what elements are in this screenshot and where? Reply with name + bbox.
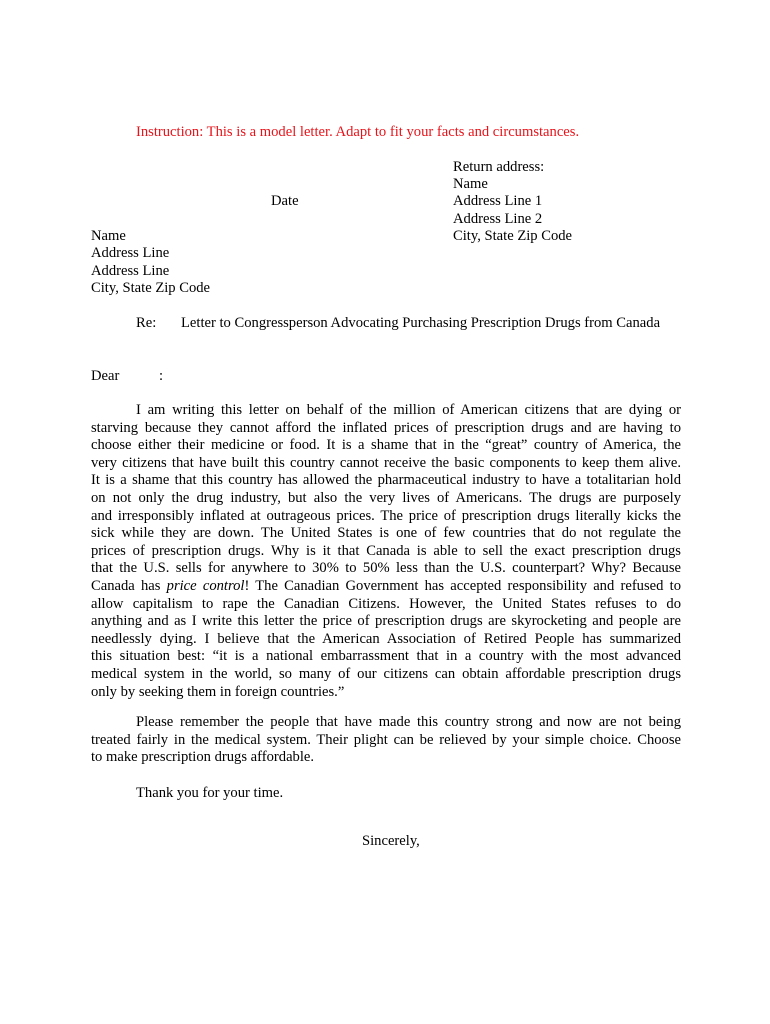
letter-date: Date (271, 193, 299, 209)
re-label: Re: (136, 315, 157, 331)
body1-line: very citizens that have built this country cannot receive the basic components to keep them alive. (91, 454, 681, 471)
body2-line: Please remember the people that have made this country strong and now are not being (136, 714, 681, 730)
body-paragraph-2 (91, 714, 681, 767)
body1-line: prices of prescription drugs. Why is it that Canada is able to sell the exact prescription drugs (91, 542, 681, 559)
body1-line: that the U.S. sells for anywhere to 30% to 50% less than the U.S. counterpart? Why? Because (91, 560, 681, 577)
closing-sincerely: Sincerely, (362, 833, 420, 849)
return-address-name: Name (453, 176, 488, 192)
body1-line: this situation best: “it is a national embarrassment that in a country with the most advanced (91, 648, 681, 665)
emphasis-price-control: price control (166, 577, 245, 594)
recipient-address-line2: Address Line (91, 263, 170, 279)
recipient-address-line1: Address Line (91, 245, 170, 261)
body1-line-price-control (91, 578, 681, 596)
salutation-dear: Dear (91, 368, 120, 384)
body1-line: starving because they cannot afford the inflated prices of prescription drugs and are having to (91, 419, 681, 436)
body1-line: medical system in the world, so many of our citizens can obtain affordable prescription drugs (91, 665, 681, 682)
body1-line: on not only the drug industry, but also the very lives of Americans. The drugs are purposely (91, 489, 681, 506)
return-address-line2: Address Line 2 (453, 211, 543, 227)
re-subject: Letter to Congressperson Advocating Purchasing Prescription Drugs from Canada (181, 315, 661, 331)
body1-line: I am writing this letter on behalf of the million of American citizens that are dying or (136, 402, 681, 418)
body1-text: ! The Canadian Government has accepted responsibility and refused to (244, 577, 681, 594)
return-address-label: Return address: (453, 159, 545, 175)
body1-line: It is a shame that this country has allowed the pharmaceutical industry to have a totalitarian hold (91, 472, 681, 489)
body1-line: allow capitalism to rape the Canadian Citizens. However, the United States refuses to do (91, 595, 681, 612)
body1-line: and irresponsibly inflated at outrageous prices. The price of prescription drugs literally kicks the (91, 507, 681, 524)
recipient-name: Name (91, 228, 126, 244)
instruction-note: Instruction: This is a model letter. Adapt to fit your facts and circumstances. (136, 124, 580, 140)
body1-line: sick while they are down. The United States is one of few countries that do not regulate the (91, 525, 681, 542)
body-paragraph-1 (91, 402, 681, 701)
salutation-colon: : (159, 368, 164, 384)
return-address-line1: Address Line 1 (453, 193, 543, 209)
body2-line: treated fairly in the medical system. Their plight can be relieved by your simple choice. Choose (91, 731, 681, 748)
body1-text: Canada has (91, 577, 167, 594)
recipient-city: City, State Zip Code (91, 280, 211, 296)
body1-line: only by seeking them in foreign countries.” (91, 683, 345, 700)
thank-you-line: Thank you for your time. (136, 785, 284, 801)
body1-line: needlessly dying. I believe that the American Association of Retired People has summarized (91, 630, 681, 647)
body1-line: choose either their medicine or food. It is a shame that in the “great” country of America, the (91, 437, 681, 454)
return-address-city: City, State Zip Code (453, 228, 573, 244)
body2-line: to make prescription drugs affordable. (91, 749, 315, 766)
body1-line: anything and as I write this letter the price of prescription drugs are skyrocketing and people are (91, 613, 681, 630)
